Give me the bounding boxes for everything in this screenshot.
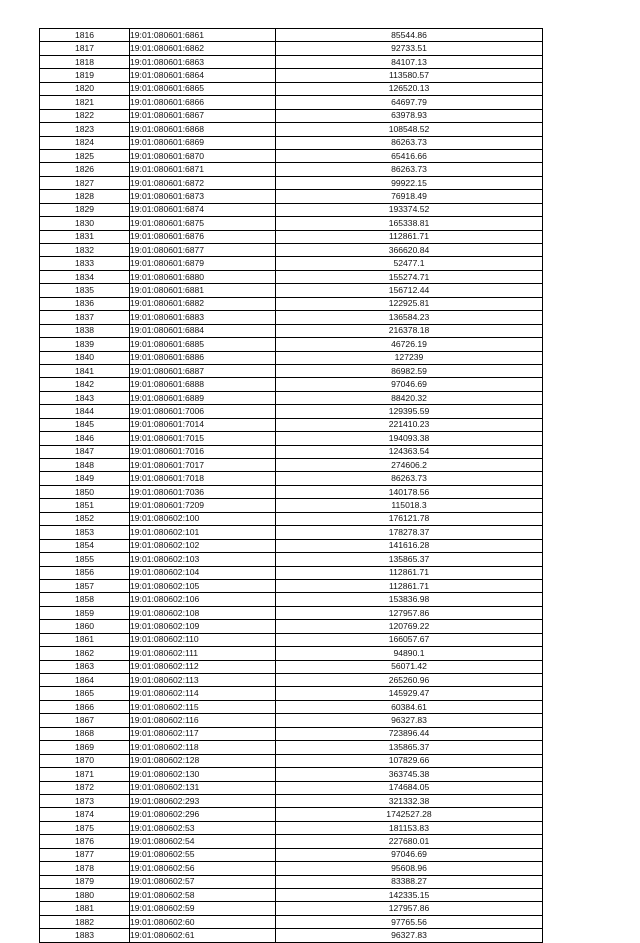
table-row [40, 620, 543, 633]
table-row [40, 579, 543, 592]
cadastral-number-cell: 19:01:080601:6865 [130, 82, 276, 95]
table-row [40, 257, 543, 270]
cadastral-number-cell: 19:01:080602:102 [130, 539, 276, 552]
table-row [40, 364, 543, 377]
cadastral-value-cell: 97046.69 [276, 848, 543, 861]
row-number-cell: 1816 [40, 29, 130, 42]
cadastral-value-cell: 366620.84 [276, 244, 543, 257]
row-number-cell: 1865 [40, 687, 130, 700]
row-number-cell: 1859 [40, 606, 130, 619]
cadastral-value-cell: 122925.81 [276, 297, 543, 310]
table-row [40, 123, 543, 136]
cadastral-value-cell: 363745.38 [276, 768, 543, 781]
table-row [40, 445, 543, 458]
row-number-cell: 1836 [40, 297, 130, 310]
cadastral-value-cell: 1742527.28 [276, 808, 543, 821]
cadastral-number-cell: 19:01:080602:55 [130, 848, 276, 861]
cadastral-value-cell: 142335.15 [276, 889, 543, 902]
row-number-cell: 1827 [40, 176, 130, 189]
row-number-cell: 1822 [40, 109, 130, 122]
cadastral-value-cell: 113580.57 [276, 69, 543, 82]
cadastral-value-cell: 124363.54 [276, 445, 543, 458]
row-number-cell: 1834 [40, 270, 130, 283]
table-row [40, 418, 543, 431]
cadastral-number-cell: 19:01:080601:6871 [130, 163, 276, 176]
row-number-cell: 1858 [40, 593, 130, 606]
cadastral-number-cell: 19:01:080601:6869 [130, 136, 276, 149]
table-row [40, 687, 543, 700]
cadastral-number-cell: 19:01:080601:7016 [130, 445, 276, 458]
row-number-cell: 1846 [40, 432, 130, 445]
cadastral-value-cell: 723896.44 [276, 727, 543, 740]
row-number-cell: 1856 [40, 566, 130, 579]
row-number-cell: 1878 [40, 862, 130, 875]
table-row [40, 835, 543, 848]
table-row [40, 862, 543, 875]
cadastral-number-cell: 19:01:080601:6881 [130, 284, 276, 297]
cadastral-number-cell: 19:01:080601:6877 [130, 244, 276, 257]
table-row [40, 915, 543, 928]
cadastral-value-cell: 107829.66 [276, 754, 543, 767]
row-number-cell: 1833 [40, 257, 130, 270]
table-row [40, 136, 543, 149]
cadastral-value-cell: 165338.81 [276, 217, 543, 230]
cadastral-number-cell: 19:01:080602:112 [130, 660, 276, 673]
table-row [40, 875, 543, 888]
cadastral-value-cell: 181153.83 [276, 821, 543, 834]
cadastral-value-cell: 127239 [276, 351, 543, 364]
cadastral-value-cell: 135865.37 [276, 741, 543, 754]
cadastral-value-cell: 120769.22 [276, 620, 543, 633]
cadastral-number-cell: 19:01:080602:111 [130, 647, 276, 660]
table-row [40, 149, 543, 162]
cadastral-number-cell: 19:01:080601:6884 [130, 324, 276, 337]
cadastral-value-cell: 86263.73 [276, 136, 543, 149]
cadastral-number-cell: 19:01:080602:53 [130, 821, 276, 834]
cadastral-value-cell: 86263.73 [276, 163, 543, 176]
table-row [40, 432, 543, 445]
table-row [40, 163, 543, 176]
table-row [40, 499, 543, 512]
cadastral-value-cell: 126520.13 [276, 82, 543, 95]
cadastral-number-cell: 19:01:080602:106 [130, 593, 276, 606]
table-row [40, 472, 543, 485]
cadastral-value-cell: 176121.78 [276, 512, 543, 525]
cadastral-number-cell: 19:01:080601:6866 [130, 96, 276, 109]
table-row [40, 284, 543, 297]
cadastral-number-cell: 19:01:080602:130 [130, 768, 276, 781]
cadastral-value-cell: 112861.71 [276, 566, 543, 579]
cadastral-value-cell: 216378.18 [276, 324, 543, 337]
cadastral-number-cell: 19:01:080601:7017 [130, 459, 276, 472]
table-row [40, 203, 543, 216]
cadastral-value-cell: 274606.2 [276, 459, 543, 472]
row-number-cell: 1829 [40, 203, 130, 216]
table-row [40, 674, 543, 687]
table-row [40, 660, 543, 673]
row-number-cell: 1880 [40, 889, 130, 902]
cadastral-value-cell: 94890.1 [276, 647, 543, 660]
row-number-cell: 1840 [40, 351, 130, 364]
cadastral-number-cell: 19:01:080601:7014 [130, 418, 276, 431]
row-number-cell: 1876 [40, 835, 130, 848]
table-body [40, 29, 543, 943]
cadastral-number-cell: 19:01:080601:6888 [130, 378, 276, 391]
cadastral-number-cell: 19:01:080601:6867 [130, 109, 276, 122]
cadastral-number-cell: 19:01:080601:6880 [130, 270, 276, 283]
cadastral-number-cell: 19:01:080602:101 [130, 526, 276, 539]
row-number-cell: 1860 [40, 620, 130, 633]
cadastral-value-cell: 60384.61 [276, 700, 543, 713]
table-row [40, 69, 543, 82]
table-row [40, 217, 543, 230]
row-number-cell: 1818 [40, 55, 130, 68]
table-row [40, 338, 543, 351]
cadastral-number-cell: 19:01:080602:58 [130, 889, 276, 902]
cadastral-number-cell: 19:01:080601:6889 [130, 391, 276, 404]
cadastral-number-cell: 19:01:080601:6861 [130, 29, 276, 42]
cadastral-number-cell: 19:01:080601:6887 [130, 364, 276, 377]
cadastral-number-cell: 19:01:080602:293 [130, 794, 276, 807]
table-row [40, 297, 543, 310]
table-row [40, 808, 543, 821]
table-row [40, 96, 543, 109]
cadastral-number-cell: 19:01:080602:115 [130, 700, 276, 713]
cadastral-value-cell: 88420.32 [276, 391, 543, 404]
row-number-cell: 1854 [40, 539, 130, 552]
table-row [40, 512, 543, 525]
cadastral-value-cell: 194093.38 [276, 432, 543, 445]
table-row [40, 311, 543, 324]
cadastral-number-cell: 19:01:080601:6886 [130, 351, 276, 364]
row-number-cell: 1864 [40, 674, 130, 687]
cadastral-value-table [39, 28, 543, 943]
cadastral-number-cell: 19:01:080602:128 [130, 754, 276, 767]
cadastral-value-cell: 115018.3 [276, 499, 543, 512]
row-number-cell: 1843 [40, 391, 130, 404]
cadastral-number-cell: 19:01:080601:6873 [130, 190, 276, 203]
cadastral-value-cell: 99922.15 [276, 176, 543, 189]
row-number-cell: 1877 [40, 848, 130, 861]
table-row [40, 324, 543, 337]
row-number-cell: 1862 [40, 647, 130, 660]
table-row [40, 55, 543, 68]
table-row [40, 754, 543, 767]
row-number-cell: 1855 [40, 553, 130, 566]
cadastral-number-cell: 19:01:080601:7015 [130, 432, 276, 445]
row-number-cell: 1849 [40, 472, 130, 485]
cadastral-value-cell: 97765.56 [276, 915, 543, 928]
table-row [40, 848, 543, 861]
table-row [40, 889, 543, 902]
cadastral-value-cell: 56071.42 [276, 660, 543, 673]
row-number-cell: 1868 [40, 727, 130, 740]
cadastral-number-cell: 19:01:080602:56 [130, 862, 276, 875]
table-row [40, 270, 543, 283]
table-row [40, 566, 543, 579]
cadastral-value-cell: 108548.52 [276, 123, 543, 136]
cadastral-value-cell: 97046.69 [276, 378, 543, 391]
cadastral-number-cell: 19:01:080601:7209 [130, 499, 276, 512]
cadastral-value-cell: 95608.96 [276, 862, 543, 875]
row-number-cell: 1872 [40, 781, 130, 794]
cadastral-value-cell: 136584.23 [276, 311, 543, 324]
table-row [40, 526, 543, 539]
cadastral-value-cell: 112861.71 [276, 230, 543, 243]
cadastral-value-cell: 135865.37 [276, 553, 543, 566]
cadastral-number-cell: 19:01:080601:6862 [130, 42, 276, 55]
cadastral-number-cell: 19:01:080602:54 [130, 835, 276, 848]
cadastral-number-cell: 19:01:080601:6876 [130, 230, 276, 243]
cadastral-number-cell: 19:01:080602:103 [130, 553, 276, 566]
cadastral-value-cell: 140178.56 [276, 485, 543, 498]
row-number-cell: 1867 [40, 714, 130, 727]
row-number-cell: 1850 [40, 485, 130, 498]
cadastral-number-cell: 19:01:080601:6874 [130, 203, 276, 216]
row-number-cell: 1828 [40, 190, 130, 203]
cadastral-number-cell: 19:01:080602:100 [130, 512, 276, 525]
row-number-cell: 1875 [40, 821, 130, 834]
cadastral-value-cell: 193374.52 [276, 203, 543, 216]
table-row [40, 539, 543, 552]
row-number-cell: 1844 [40, 405, 130, 418]
row-number-cell: 1835 [40, 284, 130, 297]
table-row [40, 176, 543, 189]
table-row [40, 109, 543, 122]
row-number-cell: 1820 [40, 82, 130, 95]
table-row [40, 741, 543, 754]
row-number-cell: 1845 [40, 418, 130, 431]
row-number-cell: 1882 [40, 915, 130, 928]
cadastral-value-cell: 265260.96 [276, 674, 543, 687]
cadastral-number-cell: 19:01:080602:61 [130, 929, 276, 942]
row-number-cell: 1851 [40, 499, 130, 512]
row-number-cell: 1853 [40, 526, 130, 539]
row-number-cell: 1823 [40, 123, 130, 136]
table-row [40, 781, 543, 794]
cadastral-value-cell: 156712.44 [276, 284, 543, 297]
table-row [40, 647, 543, 660]
cadastral-value-cell: 64697.79 [276, 96, 543, 109]
cadastral-value-cell: 85544.86 [276, 29, 543, 42]
row-number-cell: 1817 [40, 42, 130, 55]
row-number-cell: 1839 [40, 338, 130, 351]
cadastral-number-cell: 19:01:080602:108 [130, 606, 276, 619]
cadastral-number-cell: 19:01:080602:60 [130, 915, 276, 928]
row-number-cell: 1874 [40, 808, 130, 821]
cadastral-value-cell: 46726.19 [276, 338, 543, 351]
table-row [40, 42, 543, 55]
cadastral-number-cell: 19:01:080601:6882 [130, 297, 276, 310]
cadastral-number-cell: 19:01:080601:7036 [130, 485, 276, 498]
row-number-cell: 1883 [40, 929, 130, 942]
row-number-cell: 1824 [40, 136, 130, 149]
table-row [40, 405, 543, 418]
table-row [40, 794, 543, 807]
row-number-cell: 1837 [40, 311, 130, 324]
row-number-cell: 1863 [40, 660, 130, 673]
table-row [40, 485, 543, 498]
cadastral-value-cell: 129395.59 [276, 405, 543, 418]
cadastral-value-cell: 127957.86 [276, 902, 543, 915]
row-number-cell: 1831 [40, 230, 130, 243]
row-number-cell: 1838 [40, 324, 130, 337]
cadastral-value-cell: 166057.67 [276, 633, 543, 646]
cadastral-number-cell: 19:01:080601:6863 [130, 55, 276, 68]
table-row [40, 633, 543, 646]
cadastral-number-cell: 19:01:080602:109 [130, 620, 276, 633]
table-row [40, 606, 543, 619]
cadastral-number-cell: 19:01:080601:6868 [130, 123, 276, 136]
cadastral-value-cell: 65416.66 [276, 149, 543, 162]
cadastral-value-cell: 52477.1 [276, 257, 543, 270]
table-row [40, 230, 543, 243]
row-number-cell: 1866 [40, 700, 130, 713]
cadastral-number-cell: 19:01:080602:116 [130, 714, 276, 727]
cadastral-number-cell: 19:01:080602:105 [130, 579, 276, 592]
cadastral-value-cell: 84107.13 [276, 55, 543, 68]
cadastral-value-cell: 153836.98 [276, 593, 543, 606]
table-row [40, 929, 543, 942]
cadastral-number-cell: 19:01:080602:113 [130, 674, 276, 687]
table-row [40, 700, 543, 713]
table-row [40, 902, 543, 915]
cadastral-number-cell: 19:01:080602:104 [130, 566, 276, 579]
cadastral-value-cell: 145929.47 [276, 687, 543, 700]
row-number-cell: 1879 [40, 875, 130, 888]
cadastral-value-cell: 178278.37 [276, 526, 543, 539]
row-number-cell: 1861 [40, 633, 130, 646]
cadastral-number-cell: 19:01:080601:6883 [130, 311, 276, 324]
cadastral-number-cell: 19:01:080602:110 [130, 633, 276, 646]
cadastral-number-cell: 19:01:080601:6864 [130, 69, 276, 82]
row-number-cell: 1841 [40, 364, 130, 377]
row-number-cell: 1870 [40, 754, 130, 767]
cadastral-value-cell: 86982.59 [276, 364, 543, 377]
cadastral-value-cell: 96327.83 [276, 929, 543, 942]
cadastral-value-cell: 86263.73 [276, 472, 543, 485]
cadastral-number-cell: 19:01:080601:7006 [130, 405, 276, 418]
cadastral-number-cell: 19:01:080602:131 [130, 781, 276, 794]
cadastral-number-cell: 19:01:080601:6885 [130, 338, 276, 351]
row-number-cell: 1881 [40, 902, 130, 915]
cadastral-value-cell: 83388.27 [276, 875, 543, 888]
cadastral-value-cell: 155274.71 [276, 270, 543, 283]
table-row [40, 82, 543, 95]
document-page [39, 28, 543, 943]
cadastral-value-cell: 127957.86 [276, 606, 543, 619]
cadastral-number-cell: 19:01:080601:6870 [130, 149, 276, 162]
cadastral-value-cell: 92733.51 [276, 42, 543, 55]
cadastral-number-cell: 19:01:080601:6879 [130, 257, 276, 270]
table-row [40, 714, 543, 727]
cadastral-number-cell: 19:01:080602:118 [130, 741, 276, 754]
table-row [40, 29, 543, 42]
table-row [40, 593, 543, 606]
table-row [40, 821, 543, 834]
table-row [40, 727, 543, 740]
row-number-cell: 1821 [40, 96, 130, 109]
table-row [40, 244, 543, 257]
cadastral-value-cell: 174684.05 [276, 781, 543, 794]
row-number-cell: 1869 [40, 741, 130, 754]
row-number-cell: 1842 [40, 378, 130, 391]
cadastral-value-cell: 321332.38 [276, 794, 543, 807]
cadastral-value-cell: 141616.28 [276, 539, 543, 552]
table-row [40, 190, 543, 203]
cadastral-number-cell: 19:01:080602:57 [130, 875, 276, 888]
table-row [40, 378, 543, 391]
cadastral-value-cell: 227680.01 [276, 835, 543, 848]
cadastral-number-cell: 19:01:080602:59 [130, 902, 276, 915]
row-number-cell: 1847 [40, 445, 130, 458]
row-number-cell: 1848 [40, 459, 130, 472]
row-number-cell: 1832 [40, 244, 130, 257]
cadastral-number-cell: 19:01:080601:6872 [130, 176, 276, 189]
cadastral-number-cell: 19:01:080602:296 [130, 808, 276, 821]
row-number-cell: 1826 [40, 163, 130, 176]
row-number-cell: 1871 [40, 768, 130, 781]
cadastral-value-cell: 76918.49 [276, 190, 543, 203]
row-number-cell: 1830 [40, 217, 130, 230]
cadastral-value-cell: 63978.93 [276, 109, 543, 122]
table-row [40, 768, 543, 781]
row-number-cell: 1852 [40, 512, 130, 525]
row-number-cell: 1825 [40, 149, 130, 162]
row-number-cell: 1873 [40, 794, 130, 807]
cadastral-number-cell: 19:01:080601:6875 [130, 217, 276, 230]
row-number-cell: 1857 [40, 579, 130, 592]
cadastral-number-cell: 19:01:080602:114 [130, 687, 276, 700]
table-row [40, 351, 543, 364]
cadastral-value-cell: 112861.71 [276, 579, 543, 592]
cadastral-number-cell: 19:01:080601:7018 [130, 472, 276, 485]
cadastral-value-cell: 96327.83 [276, 714, 543, 727]
table-row [40, 553, 543, 566]
table-row [40, 459, 543, 472]
row-number-cell: 1819 [40, 69, 130, 82]
cadastral-number-cell: 19:01:080602:117 [130, 727, 276, 740]
cadastral-value-cell: 221410.23 [276, 418, 543, 431]
table-row [40, 391, 543, 404]
